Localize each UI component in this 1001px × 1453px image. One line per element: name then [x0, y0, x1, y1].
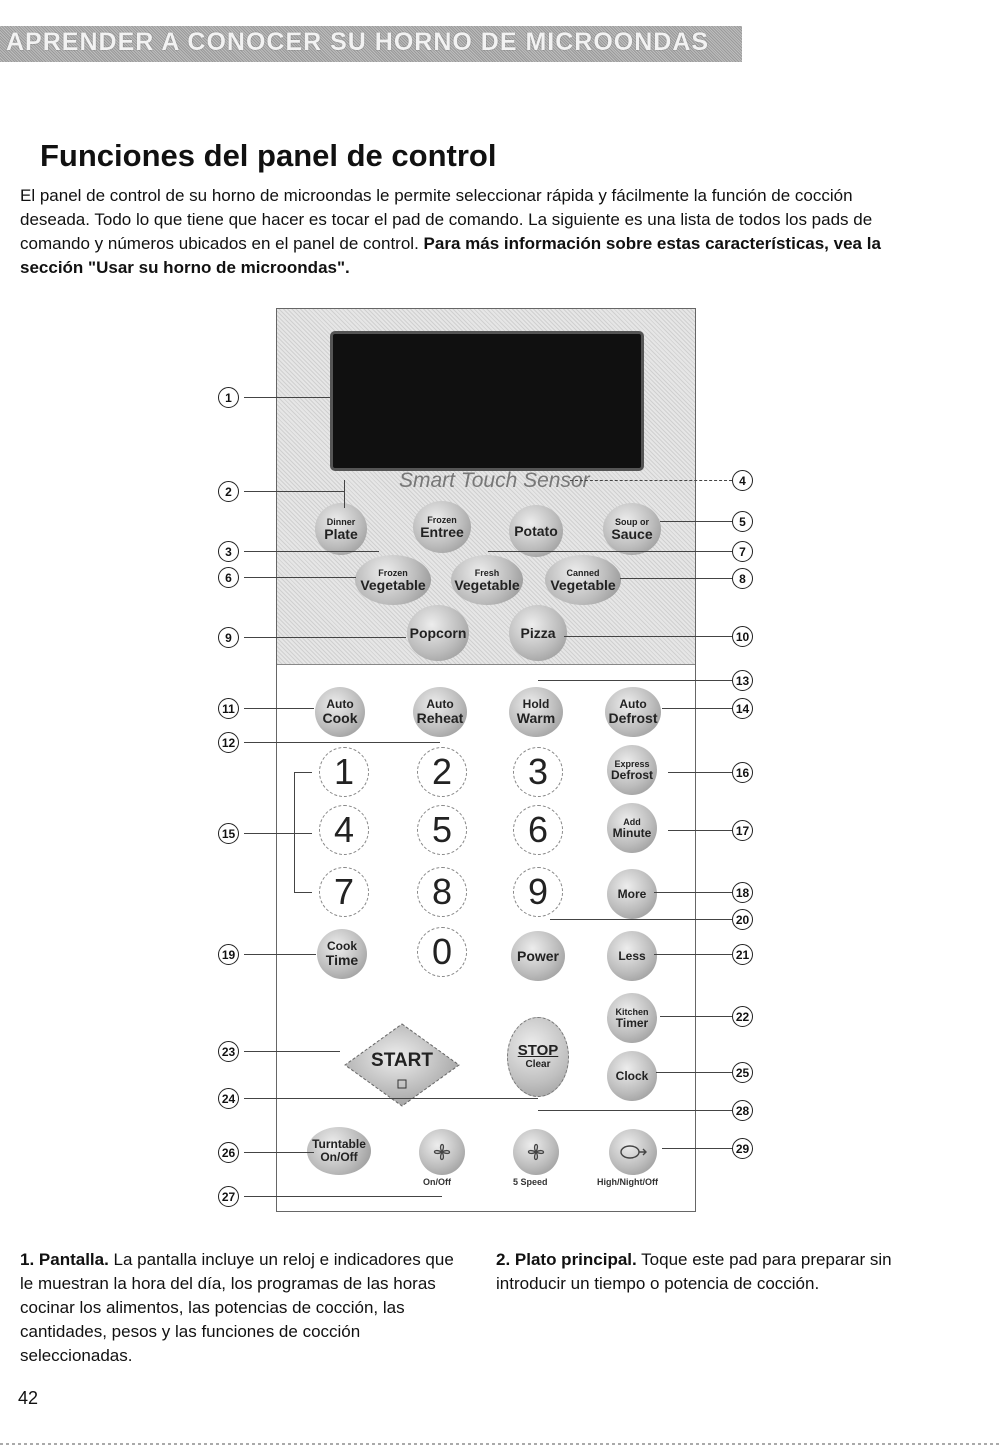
button-label: Less [618, 948, 646, 963]
button-large-text: Vegetable [454, 576, 520, 593]
callout-4: 4 [732, 470, 753, 491]
leader-line [244, 708, 314, 709]
leader-line [294, 772, 312, 773]
callout-2: 2 [218, 481, 239, 502]
frozen-entree-button [413, 501, 471, 553]
number-key-1: 1 [319, 747, 369, 797]
more-button [607, 869, 657, 919]
button-small-text: Fresh [474, 567, 500, 578]
number-key-3: 3 [513, 747, 563, 797]
button-small-text: Soup or [615, 516, 649, 527]
button-large-text: Potato [514, 522, 558, 539]
fan-icon [429, 1139, 455, 1165]
leader-line [488, 551, 732, 552]
button-small-text: Frozen [378, 567, 408, 578]
number-key-9: 9 [513, 867, 563, 917]
intro-text: El panel de control de su horno de microondas le permite seleccionar rápida y fácilmente la función de cocción deseada. Todo lo que tiene que hacer es tocar el pad de comando. La siguiente es una lista de todos los pads de comando y números ubicados en el panel de control. [20, 186, 873, 253]
leader-line [244, 577, 356, 578]
button-large-text: Vegetable [360, 576, 426, 593]
start-label: START [371, 1050, 433, 1071]
callout-28: 28 [732, 1100, 753, 1121]
leader-line [294, 892, 312, 893]
button-bottom-text: Time [325, 952, 359, 968]
leader-line [620, 578, 732, 579]
frozen-vegetable-button [355, 555, 431, 605]
stop-clear-button [507, 1017, 569, 1097]
callout-24: 24 [218, 1088, 239, 1109]
section-banner [0, 26, 742, 62]
leader-line [244, 742, 440, 743]
button-large-text: Sauce [611, 525, 653, 542]
leader-line [656, 1072, 732, 1073]
button-small-text: Dinner [326, 516, 356, 527]
leader-line [294, 772, 295, 892]
express-defrost-button [607, 745, 657, 795]
leader-line [660, 1016, 732, 1017]
number-key-0: 0 [417, 927, 467, 977]
sensor-label: Smart Touch Sensor [399, 469, 590, 492]
number-key-7: 7 [319, 867, 369, 917]
leader-line [244, 551, 379, 552]
number-key-6: 6 [513, 805, 563, 855]
description-label: 1. Pantalla. [20, 1250, 109, 1269]
intro-bold-text: Para más información sobre estas características, vea la sección "Usar su horno de microondas". [20, 234, 881, 277]
leader-line [550, 919, 732, 920]
number-key-2: 2 [417, 747, 467, 797]
button-label: Clock [615, 1068, 649, 1083]
button-bottom-text: Timer [615, 1015, 649, 1030]
button-large-text: Vegetable [550, 576, 616, 593]
dinner-plate-button [315, 503, 367, 555]
fresh-vegetable-button [451, 555, 523, 605]
light-button [609, 1129, 657, 1175]
callout-26: 26 [218, 1142, 239, 1163]
button-bottom-text: Minute [612, 825, 652, 840]
callout-8: 8 [732, 568, 753, 589]
button-label: Power [516, 947, 559, 964]
button-top-text: Auto [326, 697, 354, 711]
cook-time-button [317, 929, 367, 979]
page-number: 42 [18, 1388, 39, 1408]
leader-line [244, 1196, 442, 1197]
button-top-text: Express [614, 758, 650, 769]
button-bottom-text: Reheat [416, 710, 464, 726]
button-label: More [617, 886, 647, 901]
leader-line [564, 636, 732, 637]
light-bulb-icon [619, 1142, 647, 1162]
intro-paragraph [20, 184, 925, 280]
stop-label: STOP [517, 1042, 559, 1059]
callout-20: 20 [732, 909, 753, 930]
callout-15: 15 [218, 823, 239, 844]
button-top-text: Kitchen [615, 1006, 649, 1017]
button-bottom-text: Defrost [608, 710, 658, 726]
callout-1: 1 [218, 387, 239, 408]
callout-17: 17 [732, 820, 753, 841]
fan-speed-caption: 5 Speed [513, 1177, 548, 1187]
clock-button [607, 1051, 657, 1101]
callout-27: 27 [218, 1186, 239, 1207]
description-label: 2. Plato principal. [496, 1250, 637, 1269]
control-panel-illustration [276, 308, 696, 1212]
leader-line [244, 637, 406, 638]
callout-22: 22 [732, 1006, 753, 1027]
popcorn-button [407, 605, 469, 661]
callout-14: 14 [732, 698, 753, 719]
number-key-8: 8 [417, 867, 467, 917]
fan-onoff-button [419, 1129, 465, 1175]
button-top-text: Add [623, 816, 641, 827]
fan-icon [523, 1139, 549, 1165]
light-caption: High/Night/Off [597, 1177, 658, 1187]
button-bottom-text: Cook [322, 710, 358, 726]
leader-line [654, 892, 732, 893]
callout-18: 18 [732, 882, 753, 903]
auto-defrost-button [605, 687, 661, 737]
callout-29: 29 [732, 1138, 753, 1159]
leader-line [244, 1098, 538, 1099]
callout-13: 13 [732, 670, 753, 691]
display-screen [330, 331, 644, 471]
button-large-text: Plate [324, 525, 358, 542]
callout-23: 23 [218, 1041, 239, 1062]
leader-line [538, 1110, 732, 1111]
callout-6: 6 [218, 567, 239, 588]
auto-cook-button [315, 687, 365, 737]
button-small-text: Canned [566, 567, 600, 578]
leader-line [662, 708, 732, 709]
button-top-text: Auto [619, 697, 647, 711]
leader-line [244, 833, 312, 834]
panel-upper-section [277, 309, 695, 665]
callout-25: 25 [732, 1062, 753, 1083]
button-top-text: Turntable [312, 1137, 366, 1151]
leader-line [244, 397, 330, 398]
hold-warm-button [509, 687, 563, 737]
callout-9: 9 [218, 627, 239, 648]
callout-11: 11 [218, 698, 239, 719]
leader-line [668, 772, 732, 773]
button-large-text: Pizza [520, 624, 556, 641]
number-key-5: 5 [417, 805, 467, 855]
callout-10: 10 [732, 626, 753, 647]
fan-onoff-caption: On/Off [423, 1177, 451, 1187]
number-key-4: 4 [319, 805, 369, 855]
banner-text: APRENDER A CONOCER SU HORNO DE MICROONDAS [6, 28, 710, 56]
button-top-text: Cook [327, 939, 357, 953]
clear-label: Clear [525, 1059, 551, 1070]
soup-sauce-button [603, 503, 661, 555]
button-bottom-text: Warm [516, 710, 556, 726]
pizza-button [509, 605, 567, 661]
leader-line [668, 830, 732, 831]
button-small-text: Frozen [427, 514, 457, 525]
leader-line [662, 1148, 732, 1149]
button-top-text: Hold [522, 697, 550, 711]
less-button [607, 931, 657, 981]
potato-button [509, 505, 563, 557]
auto-reheat-button [413, 687, 467, 737]
power-button [511, 931, 565, 981]
leader-line [660, 521, 732, 522]
callout-5: 5 [732, 511, 753, 532]
bottom-dotted-rule [0, 1443, 1001, 1445]
callout-7: 7 [732, 541, 753, 562]
turntable-button [307, 1127, 371, 1175]
description-item-1 [20, 1248, 460, 1368]
leader-line [244, 491, 344, 492]
button-large-text: Popcorn [409, 624, 467, 641]
leader-line [244, 954, 316, 955]
leader-line [654, 954, 732, 955]
fan-speed-button [513, 1129, 559, 1175]
start-button [343, 1022, 461, 1108]
kitchen-timer-button [607, 993, 657, 1043]
callout-3: 3 [218, 541, 239, 562]
description-item-2 [496, 1248, 936, 1296]
callout-16: 16 [732, 762, 753, 783]
leader-line [570, 480, 732, 481]
button-large-text: Entree [420, 523, 464, 540]
leader-line [244, 1051, 340, 1052]
add-minute-button [607, 803, 657, 853]
canned-vegetable-button [545, 555, 621, 605]
callout-12: 12 [218, 732, 239, 753]
callout-21: 21 [732, 944, 753, 965]
button-top-text: Auto [426, 697, 454, 711]
button-bottom-text: On/Off [320, 1150, 358, 1164]
button-bottom-text: Defrost [610, 767, 653, 782]
leader-line [244, 1152, 314, 1153]
description-text: La pantalla incluye un reloj e indicadores que le muestran la hora del día, los programas de las horas cocinar los alimentos, las potencias de cocción, las cantidades, pesos y las funciones de cocción seleccionadas. [20, 1250, 454, 1365]
leader-line [538, 680, 732, 681]
description-text: Toque este pad para preparar sin introducir un tiempo o potencia de cocción. [496, 1250, 892, 1293]
leader-line [344, 480, 345, 508]
page-title: Funciones del panel de control [40, 138, 497, 173]
callout-19: 19 [218, 944, 239, 965]
